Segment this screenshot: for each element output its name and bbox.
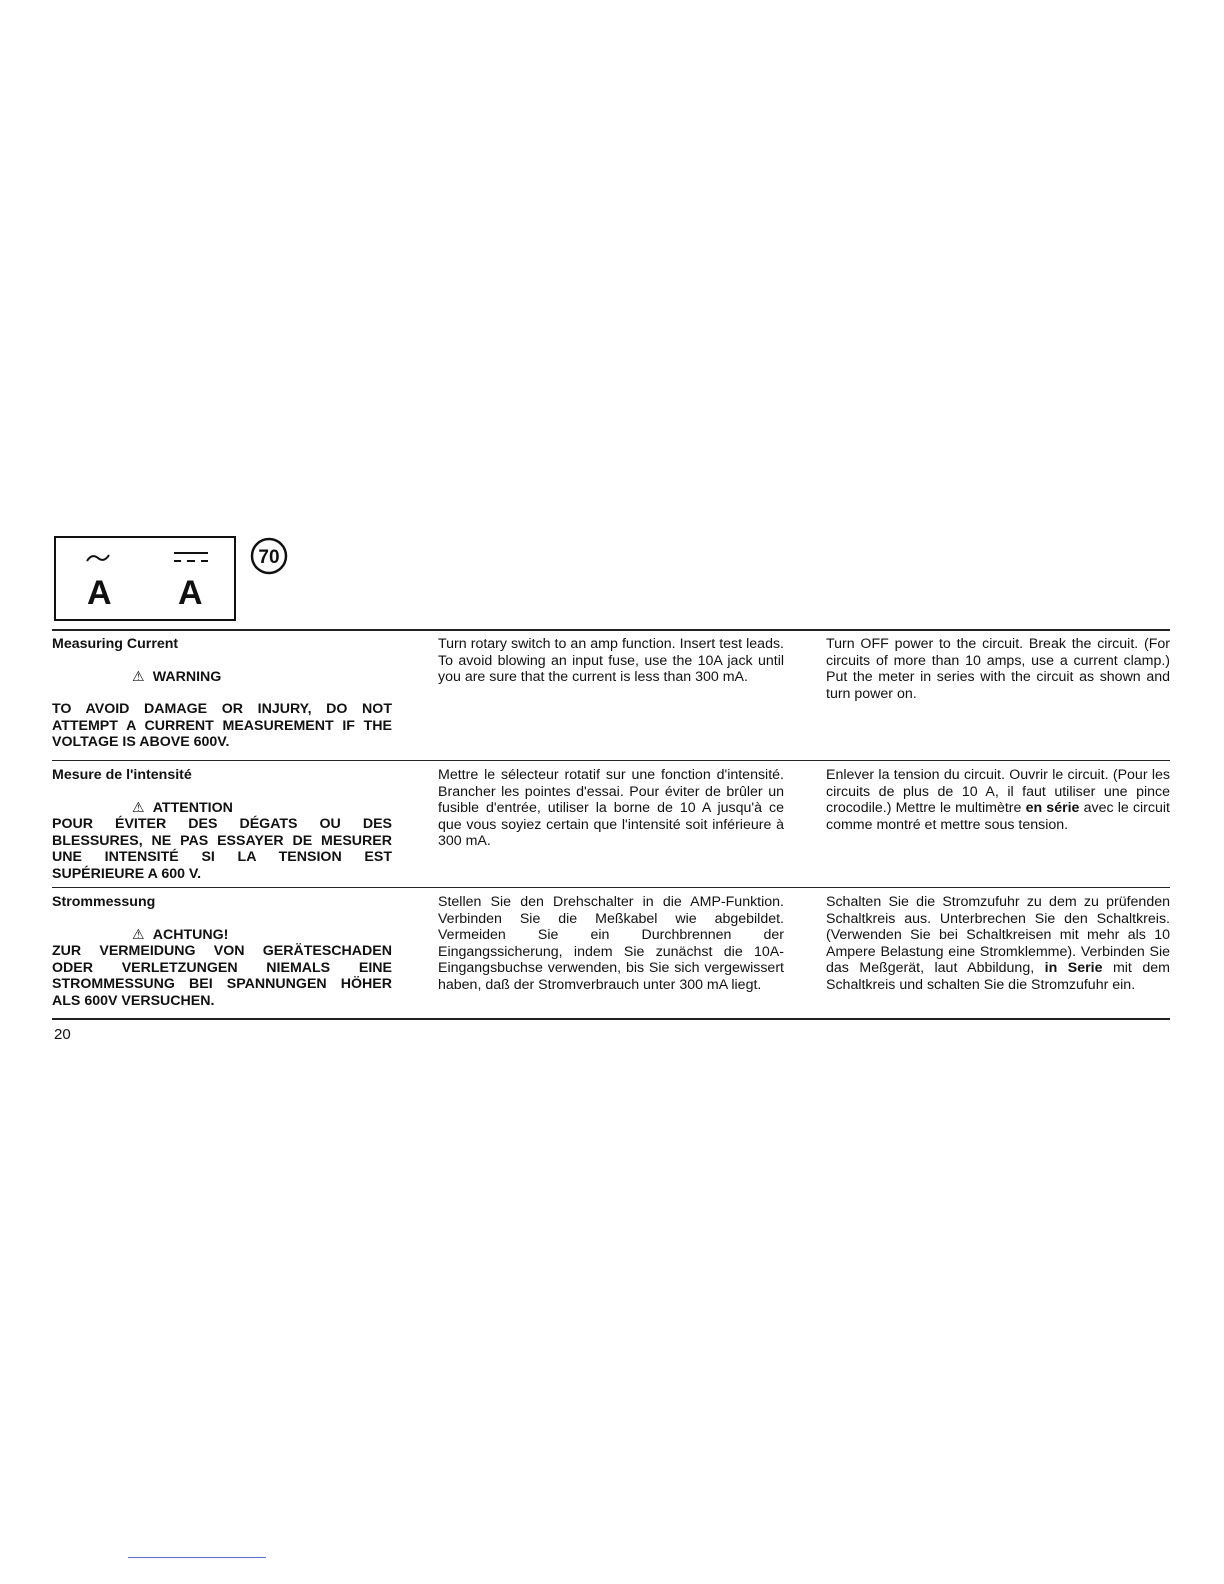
french-connect-column	[826, 767, 1170, 833]
warning-text: TO AVOID DAMAGE OR INJURY, DO NOT ATTEMPT A CURRENT MEASUREMENT IF THE VOLTAGE IS ABOVE 600V.	[52, 701, 392, 750]
warning-triangle-icon: ⚠	[132, 668, 145, 685]
warning-triangle-icon: ⚠	[132, 799, 145, 816]
divider-bottom	[52, 1018, 1170, 1020]
german-setup-column	[438, 894, 784, 993]
connect-text: Turn OFF power to the circuit. Break the circuit. (For circuits of more than 10 amps, use a current clamp.) Put the meter in series with the circuit as shown and turn power on.	[826, 636, 1170, 702]
ac-amps-symbol: A	[87, 574, 112, 612]
english-connect-column	[826, 636, 1170, 702]
function-symbol-box	[54, 536, 236, 621]
warning-triangle-icon: ⚠	[132, 926, 145, 943]
warning-label: ACHTUNG!	[152, 926, 229, 943]
german-connect-column	[826, 894, 1170, 993]
warning-title	[52, 800, 392, 817]
german-warning-column	[52, 894, 392, 1009]
english-setup-column	[438, 636, 784, 686]
warning-label: WARNING	[152, 668, 222, 685]
divider-top	[52, 629, 1170, 631]
section-heading: Mesure de l'intensité	[52, 767, 192, 783]
dc-amps-symbol: A	[178, 574, 203, 612]
warning-title	[52, 669, 392, 686]
footer-underline	[128, 1557, 266, 1558]
divider-1	[52, 760, 1170, 761]
french-setup-column	[438, 767, 784, 850]
warning-label: ATTENTION	[152, 799, 233, 816]
connect-text: Enlever la tension du circuit. Ouvrir le circuit. (Pour les circuits de plus de 10 A, il faut utiliser une pince crocodile.) Mettre le multimètre en série avec le circuit comme montré et mettre sous tension.	[826, 767, 1170, 833]
setup-text: Mettre le sélecteur rotatif sur une fonction d'intensité. Brancher les pointes d'essai. Pour éviter de brûler un fusible d'entrée, utiliser la borne de 10 A jusqu'à ce que vous soyiez certain que l'intensité soit inférieure à 300 mA.	[438, 767, 784, 849]
page-number: 20	[54, 1026, 71, 1043]
section-heading: Strommessung	[52, 894, 156, 910]
divider-2	[52, 887, 1170, 888]
french-warning-column	[52, 767, 392, 882]
setup-text: Stellen Sie den Drehschalter in die AMP-Funktion. Verbinden Sie die Meßkabel wie abgebildet. Vermeiden Sie ein Durchbrennen der Eingangssicherung, indem Sie zunächst die 10A-Eingangsbuchse verwenden, bis Sie sich vergewissert haben, daß der Stromverbrauch unter 300 mA liegt.	[438, 894, 784, 993]
warning-text: POUR ÉVITER DES DÉGATS OU DES BLESSURES, NE PAS ESSAYER DE MESURER UNE INTENSITÉ SI LA TENSION EST SUPÉRIEURE A 600 V.	[52, 816, 392, 882]
section-heading: Measuring Current	[52, 636, 179, 652]
setup-text: Turn rotary switch to an amp function. Insert test leads. To avoid blowing an input fuse, use the 10A jack until you are sure that the current is less than 300 mA.	[438, 636, 784, 685]
ac-wave-icon	[86, 552, 110, 564]
model-badge-text: 70	[258, 547, 280, 568]
model-70-badge-icon	[249, 536, 289, 576]
warning-title	[52, 927, 392, 944]
connect-text: Schalten Sie die Stromzufuhr zu dem zu prüfenden Schaltkreis aus. Unterbrechen Sie den Schaltkreis. (Verwenden Sie bei Schaltkreisen mit mehr als 10 Ampere Belastung eine Stromklemme). Verbinden Sie das Meßgerät, laut Abbildung, in Serie mit dem Schaltkreis und schalten Sie die Stromzufuhr ein.	[826, 894, 1170, 993]
dc-lines-icon	[173, 550, 209, 564]
english-warning-column	[52, 636, 392, 751]
warning-text: ZUR VERMEIDUNG VON GERÄTESCHADEN ODER VERLETZUNGEN NIEMALS EINE STROMMESSUNG BEI SPANNUNGEN HÖHER ALS 600V VERSUCHEN.	[52, 943, 392, 1009]
